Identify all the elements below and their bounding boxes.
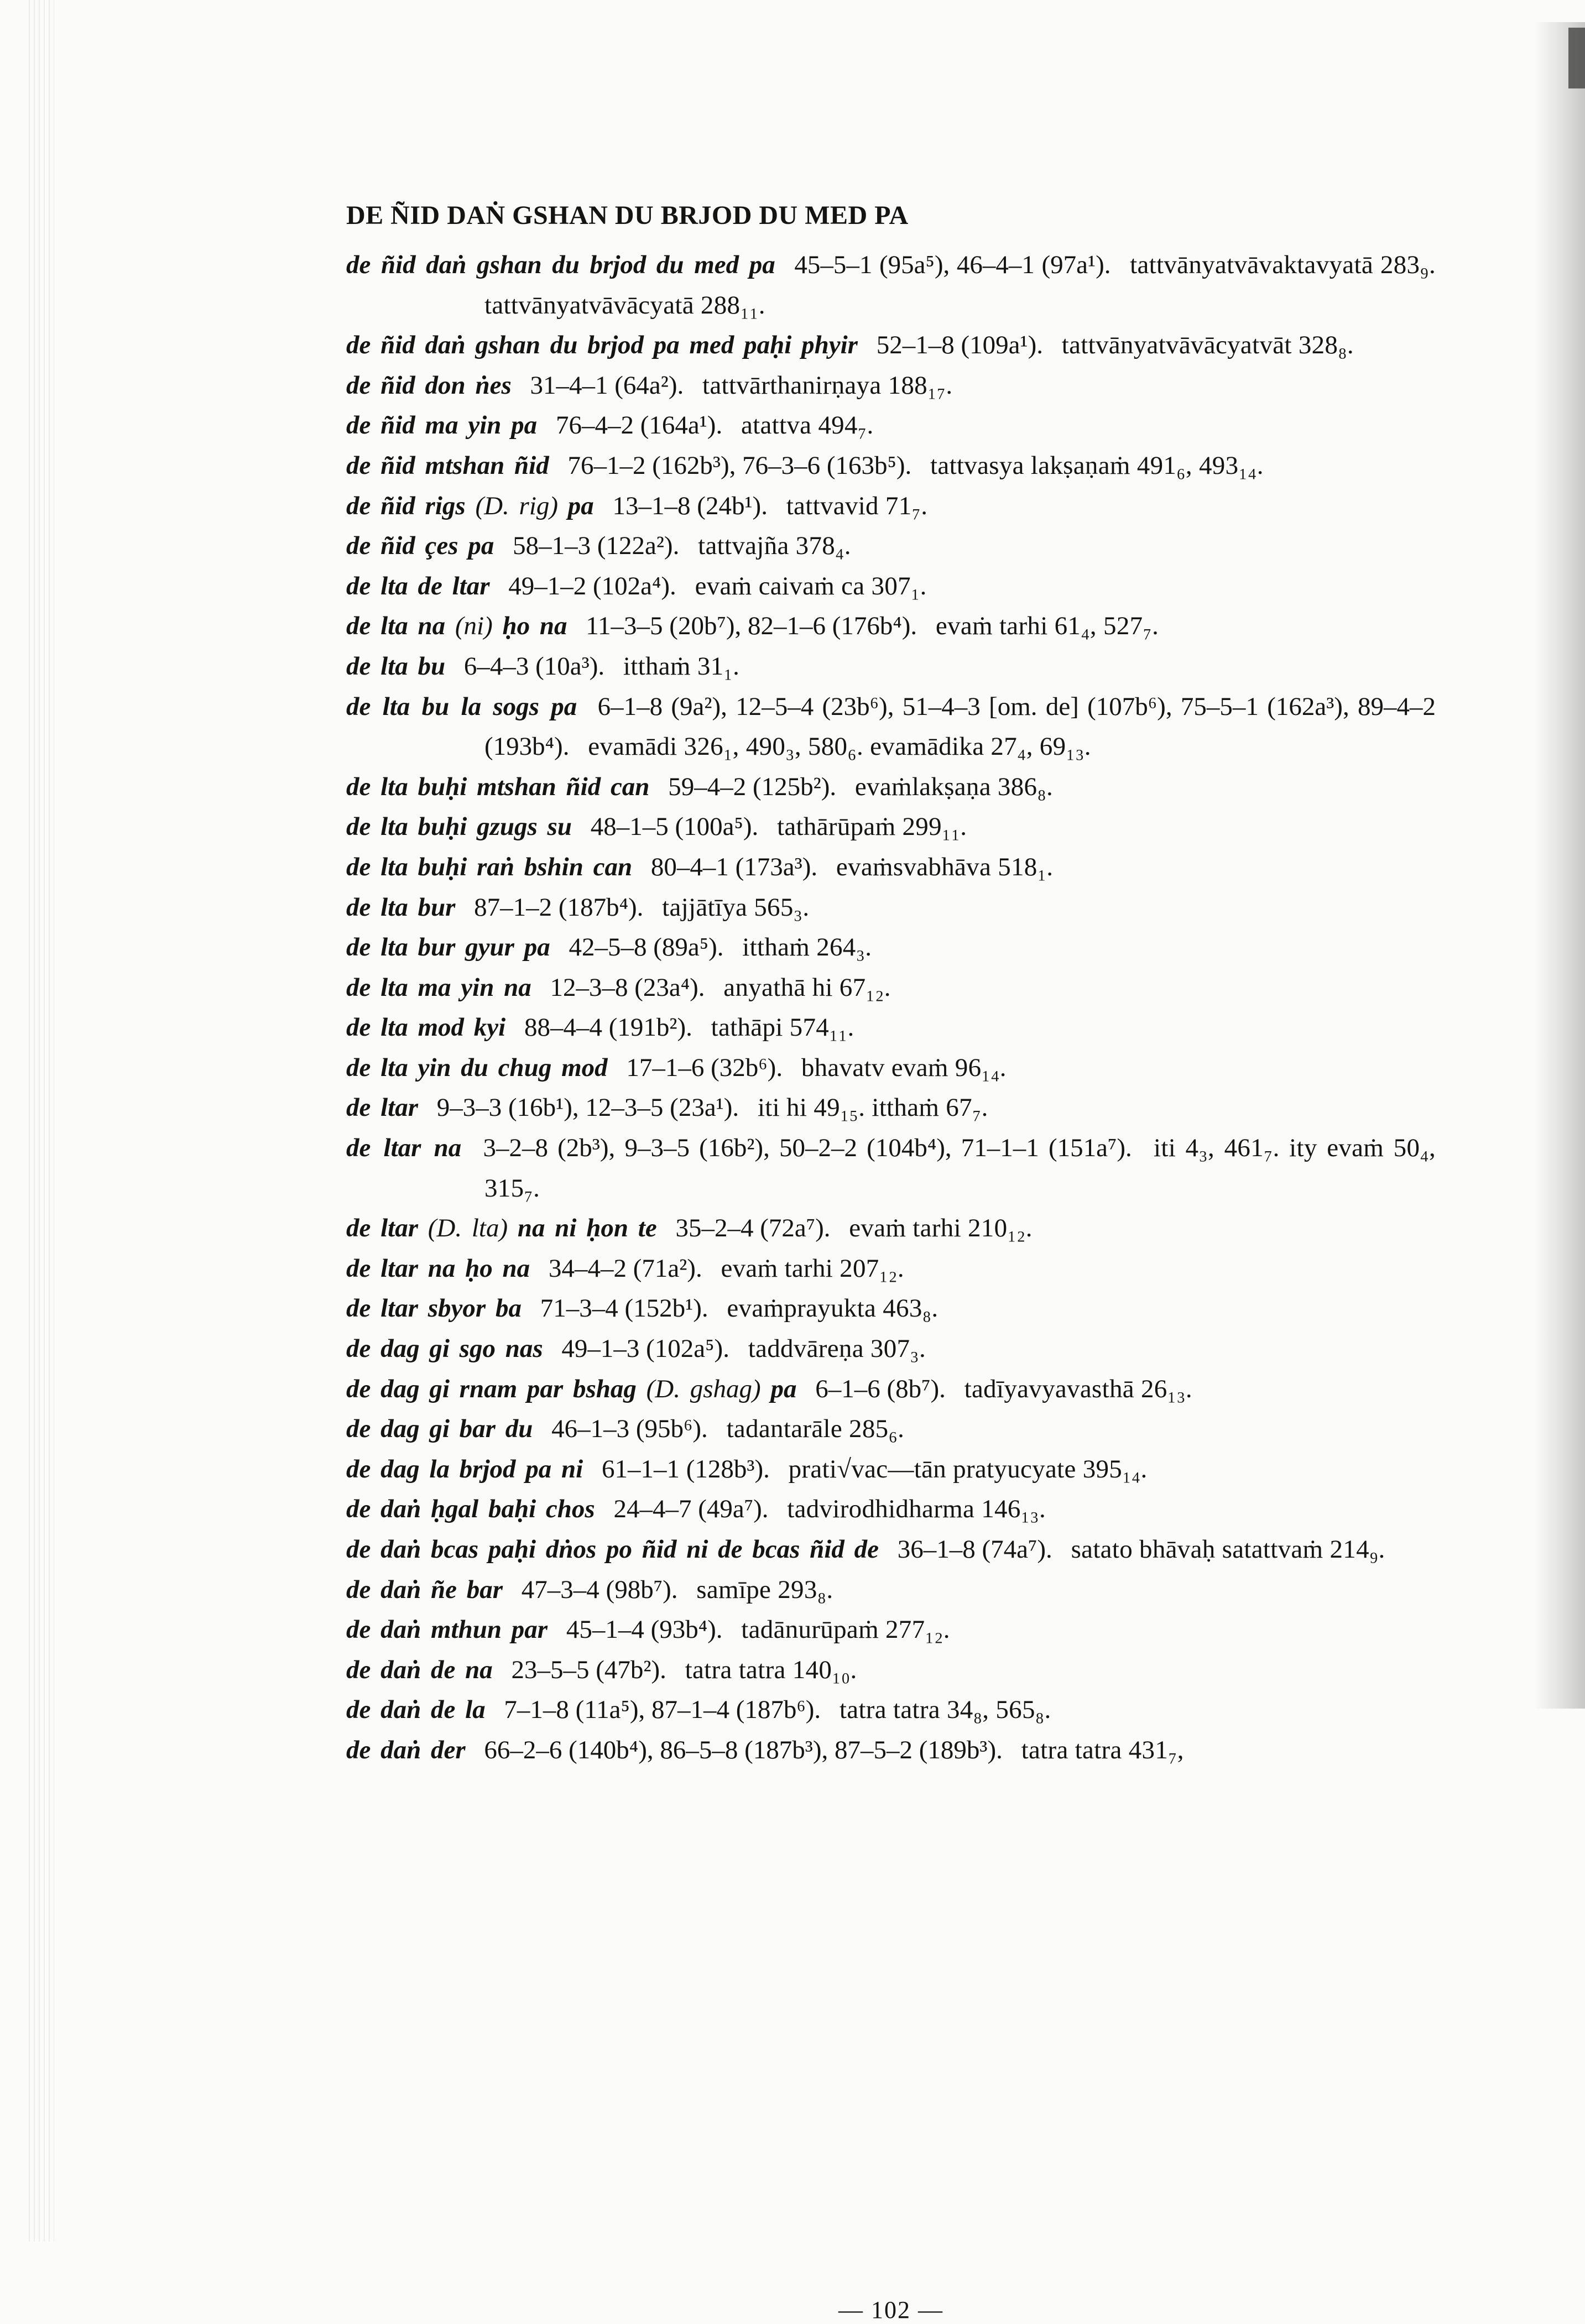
entry-reference: 3–2–8 (2b³), 9–3–5 (16b²), 50–2–2 (104b⁴), 71–1–1 (151a⁷). xyxy=(483,1134,1132,1163)
entry-reference: 6–1–8 (9a²), 12–5–4 (23b⁶), 51–4–3 [om. de] (107b⁶), 75–5–1 (162a³), 89–4–2 (193b⁴). xyxy=(484,692,1436,761)
entry-sanskrit: itthaṁ 264₃. xyxy=(742,933,872,962)
entry-term-suffix: ḥo na xyxy=(502,612,567,641)
entry-reference: 88–4–4 (191b²). xyxy=(524,1013,692,1042)
entry-term: de ltar xyxy=(346,1093,419,1122)
entry-sanskrit: tathāpi 574₁₁. xyxy=(711,1013,854,1042)
entry-reference: 6–4–3 (10a³). xyxy=(463,651,605,681)
dictionary-entry xyxy=(346,927,1436,968)
entry-term: de daṅ ñe bar xyxy=(346,1575,503,1604)
entry-term: de ñid daṅ gshan du brjod pa med paḥi phyir xyxy=(346,331,858,360)
entry-sanskrit: tatra tatra 34₈, 565₈. xyxy=(839,1695,1051,1725)
entry-term: de lta buḥi raṅ bshin can xyxy=(346,852,633,881)
dictionary-entry xyxy=(346,566,1436,607)
entry-term: de daṅ der xyxy=(346,1735,466,1764)
dictionary-entry xyxy=(346,325,1436,365)
entry-reference: 76–1–2 (162b³), 76–3–6 (163b⁵). xyxy=(567,451,912,480)
scan-edge-left xyxy=(29,0,54,2242)
page-number: — 102 — xyxy=(838,2296,943,2323)
dictionary-entry xyxy=(346,646,1436,687)
entry-sanskrit: iti 4₃, 461₇. ity evaṁ 50₄, 315₇. xyxy=(484,1134,1436,1203)
entry-variant-note: (ni) xyxy=(455,612,493,641)
dictionary-entry xyxy=(346,1570,1436,1610)
entry-list xyxy=(346,245,1436,1771)
entry-sanskrit: tadānurūpaṁ 277₁₂. xyxy=(741,1615,950,1644)
entry-reference: 61–1–1 (128b³). xyxy=(601,1454,770,1484)
entry-term: de lta de ltar xyxy=(346,571,490,600)
entry-reference: 42–5–8 (89a⁵). xyxy=(569,933,724,962)
entry-reference: 76–4–2 (164a¹). xyxy=(555,411,723,440)
entry-reference: 58–1–3 (122a²). xyxy=(513,531,680,561)
entry-term: de ñid mtshan ñid xyxy=(346,451,549,480)
entry-term: de lta mod kyi xyxy=(346,1013,506,1042)
entry-sanskrit: tadantarāle 285₆. xyxy=(726,1414,905,1444)
dictionary-page xyxy=(346,200,1436,2323)
dictionary-entry xyxy=(346,1529,1436,1570)
entry-reference: 6–1–6 (8b⁷). xyxy=(815,1374,946,1403)
dictionary-entry xyxy=(346,1007,1436,1048)
entry-reference: 49–1–2 (102a⁴). xyxy=(508,571,676,600)
entry-sanskrit: anyathā hi 67₁₂. xyxy=(723,973,891,1002)
entry-sanskrit: evaṁ tarhi 61₄, 527₇. xyxy=(935,612,1159,641)
entry-sanskrit: tatra tatra 431₇, xyxy=(1021,1735,1184,1764)
dictionary-entry xyxy=(346,767,1436,807)
dictionary-entry xyxy=(346,606,1436,646)
entry-term xyxy=(346,1214,657,1242)
entry-term-suffix: na ni ḥon te xyxy=(517,1214,657,1243)
entry-variant-note: (D. rig) xyxy=(475,491,559,520)
entry-term: de daṅ de la xyxy=(346,1695,486,1725)
dictionary-entry xyxy=(346,446,1436,486)
entry-sanskrit: tadvirodhidharma 146₁₃. xyxy=(787,1495,1046,1524)
entry-term xyxy=(346,492,594,520)
entry-sanskrit: prati√vac—tān pratyucyate 395₁₄. xyxy=(788,1454,1148,1484)
dictionary-entry xyxy=(346,1449,1436,1490)
entry-term: de daṅ bcas paḥi dṅos po ñid ni de bcas ñid de xyxy=(346,1535,879,1564)
entry-sanskrit: tatra tatra 140₁₀. xyxy=(685,1655,857,1684)
dictionary-entry xyxy=(346,1088,1436,1128)
entry-term: de dag gi bar du xyxy=(346,1414,533,1444)
dictionary-entry xyxy=(346,1369,1436,1409)
dictionary-entry xyxy=(346,1650,1436,1690)
entry-sanskrit: tadīyavyavasthā 26₁₃. xyxy=(964,1374,1192,1403)
entry-term: de lta buḥi gzugs su xyxy=(346,812,572,842)
entry-term: de daṅ de na xyxy=(346,1655,493,1684)
entry-reference: 7–1–8 (11a⁵), 87–1–4 (187b⁶). xyxy=(504,1695,821,1725)
entry-term: de dag gi sgo nas xyxy=(346,1334,543,1364)
dictionary-entry xyxy=(346,887,1436,928)
dictionary-entry xyxy=(346,486,1436,526)
entry-term: de ñid daṅ gshan du brjod du med pa xyxy=(346,250,775,279)
entry-reference: 87–1–2 (187b⁴). xyxy=(474,892,644,922)
entry-sanskrit: tathārūpaṁ 299₁₁. xyxy=(777,812,967,842)
entry-term: de lta yin du chug mod xyxy=(346,1053,608,1082)
entry-term: de dag la brjod pa ni xyxy=(346,1454,583,1484)
dictionary-entry xyxy=(346,1249,1436,1289)
entry-reference: 24–4–7 (49a⁷). xyxy=(613,1495,769,1524)
entry-term: de lta bur gyur pa xyxy=(346,933,550,962)
entry-term xyxy=(346,612,567,640)
entry-term: de ñid ma yin pa xyxy=(346,411,538,440)
entry-reference: 35–2–4 (72a⁷). xyxy=(675,1214,831,1243)
entry-sanskrit: atattva 494₇. xyxy=(741,411,874,440)
entry-sanskrit: evaṁ tarhi 210₁₂. xyxy=(849,1214,1033,1243)
entry-sanskrit: evamādi 326₁, 490₃, 580₆. evamādika 27₄, 69₁₃. xyxy=(588,732,1091,761)
page-header: DE ÑID DAṄ GSHAN DU BRJOD DU MED PA xyxy=(346,201,909,230)
entry-term-prefix: de ltar xyxy=(346,1214,419,1243)
dictionary-entry xyxy=(346,245,1436,325)
entry-reference: 80–4–1 (173a³). xyxy=(650,852,818,881)
entry-reference: 66–2–6 (140b⁴), 86–5–8 (187b³), 87–5–2 (189b³). xyxy=(484,1735,1003,1764)
entry-sanskrit: iti hi 49₁₅. itthaṁ 67₇. xyxy=(757,1093,988,1122)
entry-term xyxy=(346,1375,796,1403)
dictionary-entry xyxy=(346,1610,1436,1650)
entry-term: de ltar na ḥo na xyxy=(346,1254,530,1283)
entry-sanskrit: evaṁprayukta 463₈. xyxy=(727,1294,939,1323)
entry-reference: 52–1–8 (109a¹). xyxy=(876,331,1043,360)
entry-variant-note: (D. gshag) xyxy=(646,1374,761,1403)
dictionary-entry xyxy=(346,1288,1436,1329)
entry-sanskrit: tattvajña 378₄. xyxy=(698,531,851,561)
entry-term-prefix: de lta na xyxy=(346,612,446,641)
entry-sanskrit: tattvavid 71₇. xyxy=(786,491,928,520)
dictionary-entry xyxy=(346,1409,1436,1449)
dictionary-entry xyxy=(346,807,1436,847)
entry-reference: 71–3–4 (152b¹). xyxy=(540,1294,708,1323)
entry-reference: 59–4–2 (125b²). xyxy=(668,772,837,801)
dictionary-entry xyxy=(346,1489,1436,1529)
entry-term: de ñid don ṅes xyxy=(346,370,512,400)
entry-sanskrit: bhavatv evaṁ 96₁₄. xyxy=(801,1053,1007,1082)
dictionary-entry xyxy=(346,526,1436,566)
dictionary-entry xyxy=(346,1048,1436,1088)
entry-sanskrit: evaṁ caivaṁ ca 307₁. xyxy=(695,571,927,600)
entry-reference: 23–5–5 (47b²). xyxy=(511,1655,666,1684)
entry-sanskrit: itthaṁ 31₁. xyxy=(623,651,740,681)
entry-sanskrit: tattvānyatvāvācyatvāt 328₈. xyxy=(1061,331,1354,360)
entry-reference: 17–1–6 (32b⁶). xyxy=(626,1053,783,1082)
entry-term: de ñid çes pa xyxy=(346,531,494,561)
entry-term: de lta buḥi mtshan ñid can xyxy=(346,772,650,801)
entry-reference: 45–1–4 (93b⁴). xyxy=(566,1615,723,1644)
entry-term-prefix: de ñid rigs xyxy=(346,491,466,520)
dictionary-entry xyxy=(346,1208,1436,1249)
dictionary-entry xyxy=(346,365,1436,406)
dictionary-entry xyxy=(346,1690,1436,1730)
entry-sanskrit: tattvānyatvāvaktavyatā 283₉. tattvānyatvāvācyatā 288₁₁. xyxy=(484,250,1436,320)
entry-variant-note: (D. lta) xyxy=(427,1214,508,1243)
entry-term: de daṅ ḥgal baḥi chos xyxy=(346,1495,595,1524)
entry-sanskrit: satato bhāvaḥ satattvaṁ 214₉. xyxy=(1071,1535,1385,1564)
entry-sanskrit: tattvārthanirṇaya 188₁₇. xyxy=(702,370,953,400)
dictionary-entry xyxy=(346,1730,1436,1771)
entry-term: de lta ma yin na xyxy=(346,973,531,1002)
entry-sanskrit: evaṁlakṣaṇa 386₈. xyxy=(854,772,1054,801)
dictionary-entry xyxy=(346,1329,1436,1369)
entry-reference: 11–3–5 (20b⁷), 82–1–6 (176b⁴). xyxy=(586,612,917,641)
entry-sanskrit: taddvāreṇa 307₃. xyxy=(748,1334,926,1364)
entry-sanskrit: samīpe 293₈. xyxy=(696,1575,833,1604)
entry-reference: 13–1–8 (24b¹). xyxy=(612,491,768,520)
dictionary-entry xyxy=(346,405,1436,446)
entry-reference: 48–1–5 (100a⁵). xyxy=(590,812,759,842)
entry-term-suffix: pa xyxy=(770,1374,797,1403)
entry-term: de lta bu xyxy=(346,651,446,681)
entry-sanskrit: tajjātīya 565₃. xyxy=(662,892,810,922)
entry-sanskrit: evaṁ tarhi 207₁₂. xyxy=(721,1254,904,1283)
entry-reference: 46–1–3 (95b⁶). xyxy=(551,1414,708,1444)
entry-term: de daṅ mthun par xyxy=(346,1615,548,1644)
entry-sanskrit: tattvasya lakṣaṇaṁ 491₆, 493₁₄. xyxy=(930,451,1264,480)
entry-term: de ltar sbyor ba xyxy=(346,1294,522,1323)
scan-edge-right-mark xyxy=(1568,28,1585,88)
entry-reference: 49–1–3 (102a⁵). xyxy=(561,1334,729,1364)
dictionary-entry xyxy=(346,968,1436,1008)
entry-reference: 31–4–1 (64a²). xyxy=(530,370,684,400)
entry-reference: 47–3–4 (98b⁷). xyxy=(521,1575,678,1604)
entry-term: de ltar na xyxy=(346,1134,462,1163)
entry-reference: 9–3–3 (16b¹), 12–3–5 (23a¹). xyxy=(436,1093,739,1122)
entry-term: de lta bur xyxy=(346,892,456,922)
entry-term-prefix: de dag gi rnam par bshag xyxy=(346,1374,637,1403)
entry-reference: 34–4–2 (71a²). xyxy=(548,1254,702,1283)
dictionary-entry xyxy=(346,1128,1436,1208)
entry-sanskrit: evaṁsvabhāva 518₁. xyxy=(836,852,1054,881)
dictionary-entry xyxy=(346,847,1436,887)
entry-term-suffix: pa xyxy=(567,491,594,520)
entry-reference: 45–5–1 (95a⁵), 46–4–1 (97a¹). xyxy=(794,250,1111,279)
entry-term: de lta bu la sogs pa xyxy=(346,692,577,721)
dictionary-entry xyxy=(346,687,1436,767)
scan-edge-right xyxy=(1534,22,1585,1709)
entry-reference: 36–1–8 (74a⁷). xyxy=(897,1535,1052,1564)
entry-reference: 12–3–8 (23a⁴). xyxy=(550,973,705,1002)
